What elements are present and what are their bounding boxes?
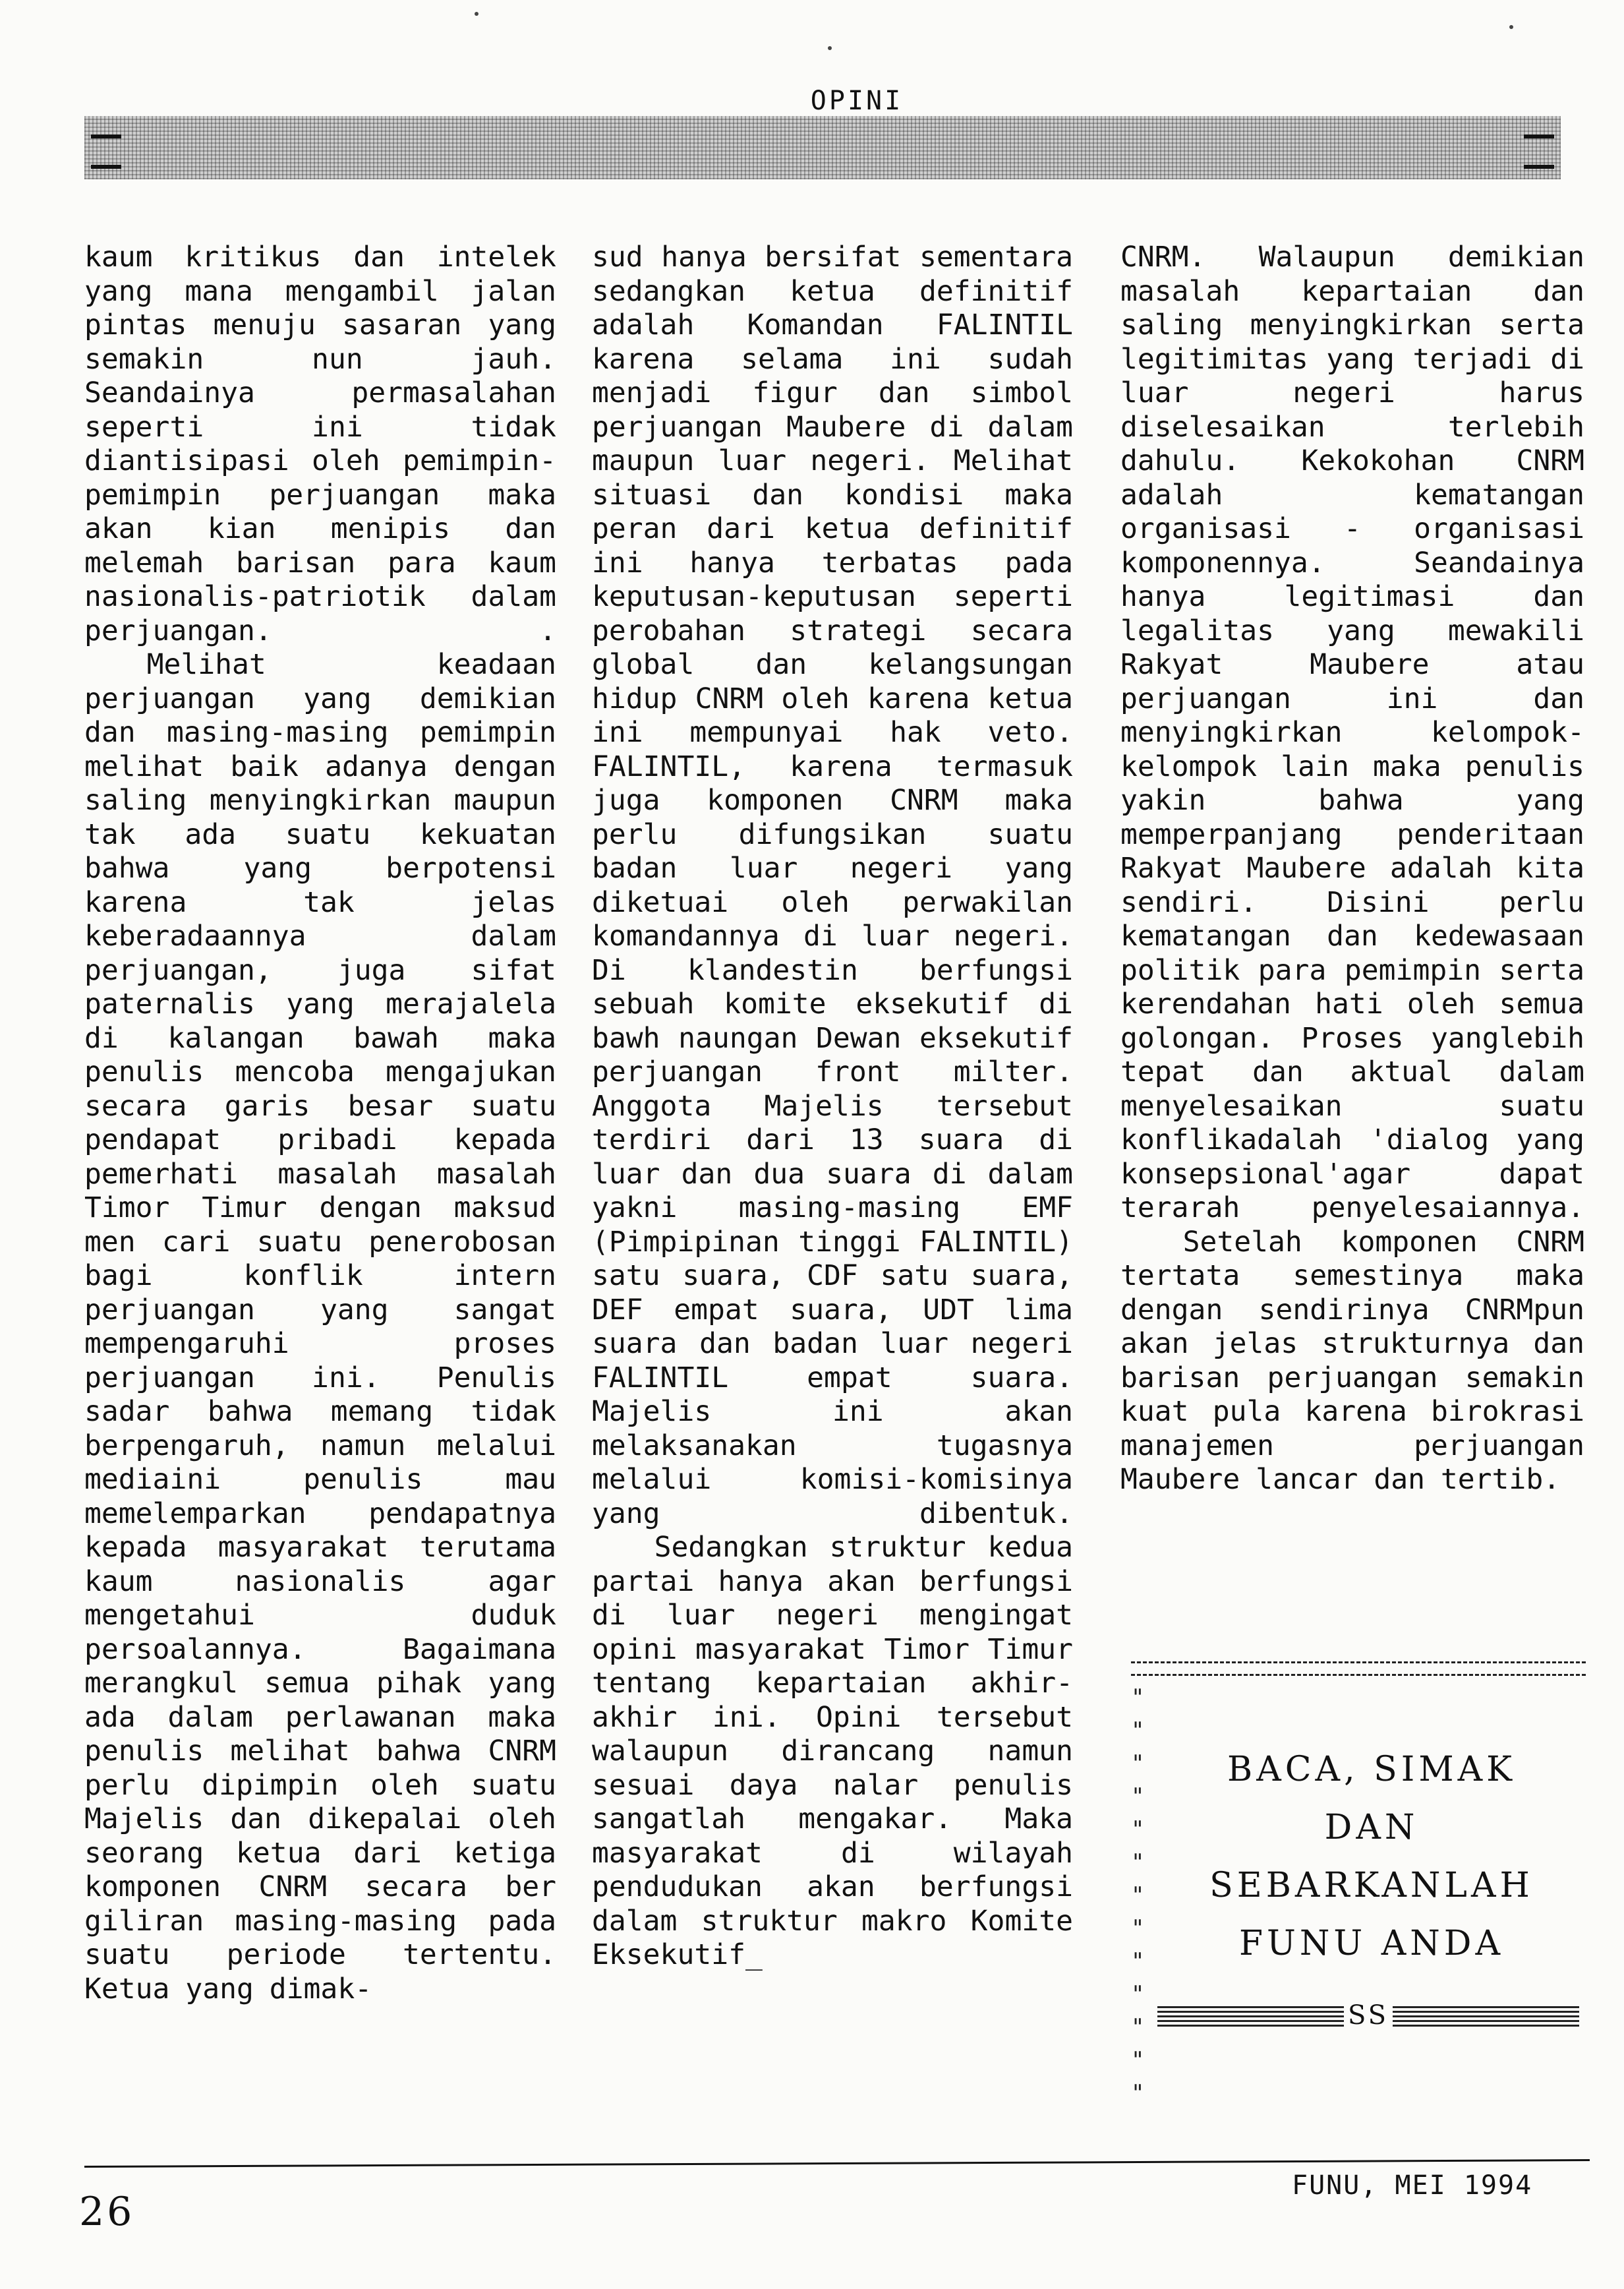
quote-mark: ": [1131, 1783, 1145, 1810]
print-speck: [1509, 25, 1513, 29]
header-tick: [1524, 134, 1554, 138]
quote-mark: ": [1131, 1750, 1145, 1777]
quote-mark: ": [1131, 1948, 1145, 1975]
paragraph: Melihat keadaan perjuangan yang demikian dan masing-masing pemimpin melihat baik adanya dengan saling menyingkirkan maupun tak ada suatu kekuatan bahwa yang berpotensi karena tak jelas keberadaannya dalam perjuangan, juga sifat paternalis yang merajalela di kalangan bawah maka penulis mencoba mengajukan secara garis besar suatu pendapat pribadi kepada pemerhati masalah masalah Timor Timur dengan maksud men cari suatu penerobosan bagi konflik intern perjuangan yang sangat mempengaruhi proses perjuangan ini. Penulis sadar bahwa memang tidak berpengaruh, namun melalui mediaini penulis mau memelemparkan pendapatnya kepada masyarakat terutama kaum nasionalis agar mengetahui duduk persoalannya. Bagaimana merangkul semua pihak yang ada dalam perlawanan maka penulis melihat bahwa CNRM perlu dipimpin oleh suatu Majelis dan dikepalai oleh seorang ketua dari ketiga komponen CNRM secara ber giliran masing-masing pada suatu periode tertentu. Ketua yang dimak-: [84, 648, 556, 2006]
header-band: [84, 116, 1561, 179]
paragraph: sud hanya bersifat sementara sedangkan ketua definitif adalah Komandan FALINTIL karena selama ini sudah menjadi figur dan simbol perjuangan Maubere di dalam maupun luar negeri. Melihat situasi dan kondisi maka peran dari ketua definitif ini hanya terbatas pada keputusan-keputusan seperti perobahan strategi secara global dan kelangsungan hidup CNRM oleh karena ketua ini mempunyai hak veto. FALINTIL, karena termasuk juga komponen CNRM maka perlu difungsikan suatu badan luar negeri yang diketuai oleh perwakilan komandannya di luar negeri. Di klandestin berfungsi sebuah komite eksekutif di bawh naungan Dewan eksekutif perjuangan front milter. Anggota Majelis tersebut terdiri dari 13 suara di luar dan dua suara di dalam yakni masing-masing EMF (Pimpipinan tinggi FALINTIL) satu suara, CDF satu suara, DEF empat suara, UDT lima suara dan badan luar negeri FALINTIL empat suara. Majelis ini akan melaksanakan tugasnya melalui komisi-komisinya yang dibentuk.: [592, 241, 1073, 1530]
section-title: OPINI: [810, 86, 904, 116]
slogan-line: DAN: [1324, 1808, 1419, 1847]
quote-mark: ": [1131, 2080, 1145, 2106]
box-quote-marks: [1131, 1681, 1151, 2123]
box-emblem: SS: [1344, 2000, 1393, 2031]
quote-mark: ": [1131, 2047, 1145, 2073]
quote-mark: ": [1131, 1882, 1145, 1909]
quote-mark: ": [1131, 1717, 1145, 1744]
paragraph: kaum kritikus dan intelek yang mana mengambil jalan pintas menuju sasaran yang semakin nun jauh. Seandainya permasalahan seperti ini tidak diantisipasi oleh pemimpin-pemimpin perjuangan maka akan kian menipis dan melemah barisan para kaum nasionalis-patriotik dalam perjuangan. .: [84, 241, 556, 647]
footer-rule: [84, 2159, 1590, 2168]
quote-mark: ": [1131, 1816, 1145, 1843]
quote-mark: ": [1131, 1981, 1145, 2007]
slogan-line: FUNU ANDA: [1238, 1924, 1505, 1963]
box-emblem-rule: [1157, 2000, 1579, 2031]
quote-mark: ": [1131, 1684, 1145, 1711]
article-column-1: [84, 241, 556, 2006]
paragraph: CNRM. Walaupun demikian masalah kepartaian dan saling menyingkirkan serta legitimitas yang terjadi di luar negeri harus diselesaikan terlebih dahulu. Kekokohan CNRM adalah kematangan organisasi - organisasi komponennya. Seandainya hanya legitimasi dan legalitas yang mewakili Rakyat Maubere atau perjuangan ini dan menyingkirkan kelompok-kelompok lain maka penulis yakin bahwa yang memperpanjang penderitaan Rakyat Maubere adalah kita sendiri. Disini perlu kematangan dan kedewasaan politik para pemimpin serta kerendahan hati oleh semua golongan. Proses yanglebih tepat dan aktual dalam menyelesaikan suatu konflikadalah 'dialog yang konsepsional'agar dapat terarah penyelesaiannya.: [1120, 241, 1584, 1224]
slogan: [1157, 1740, 1586, 1973]
header-tick: [1524, 165, 1554, 169]
quote-mark: ": [1131, 1915, 1145, 1942]
slogan-line: SEBARKANLAH: [1209, 1866, 1534, 1905]
article-column-2: [592, 241, 1073, 1973]
header-tick: [91, 134, 121, 138]
slogan-line: BACA, SIMAK: [1227, 1750, 1516, 1789]
quote-mark: ": [1131, 1849, 1145, 1876]
paragraph: Setelah komponen CNRM tertata semestinya maka dengan sendirinya CNRMpun akan jelas strukturnya dan barisan perjuangan semakin kuat pula karena birokrasi manajemen perjuangan Maubere lancar dan tertib.: [1120, 1225, 1584, 1496]
slogan-box: [1131, 1661, 1586, 2123]
page-number: 26: [79, 2189, 135, 2235]
header-tick: [91, 165, 121, 169]
print-speck: [475, 12, 478, 16]
quote-mark: ": [1131, 2014, 1145, 2040]
box-top-rule: [1131, 1661, 1586, 1676]
print-speck: [828, 46, 832, 50]
paragraph: Sedangkan struktur kedua partai hanya akan berfungsi di luar negeri mengingat opini masyarakat Timor Timur tentang kepartaian akhir-akhir ini. Opini tersebut walaupun dirancang namun sesuai daya nalar penulis sangatlah mengakar. Maka masyarakat di wilayah pendudukan akan berfungsi dalam struktur makro Komite Eksekutif_: [592, 1531, 1073, 1971]
publication-date: FUNU, MEI 1994: [1292, 2170, 1533, 2201]
article-column-3: [1120, 241, 1584, 1497]
